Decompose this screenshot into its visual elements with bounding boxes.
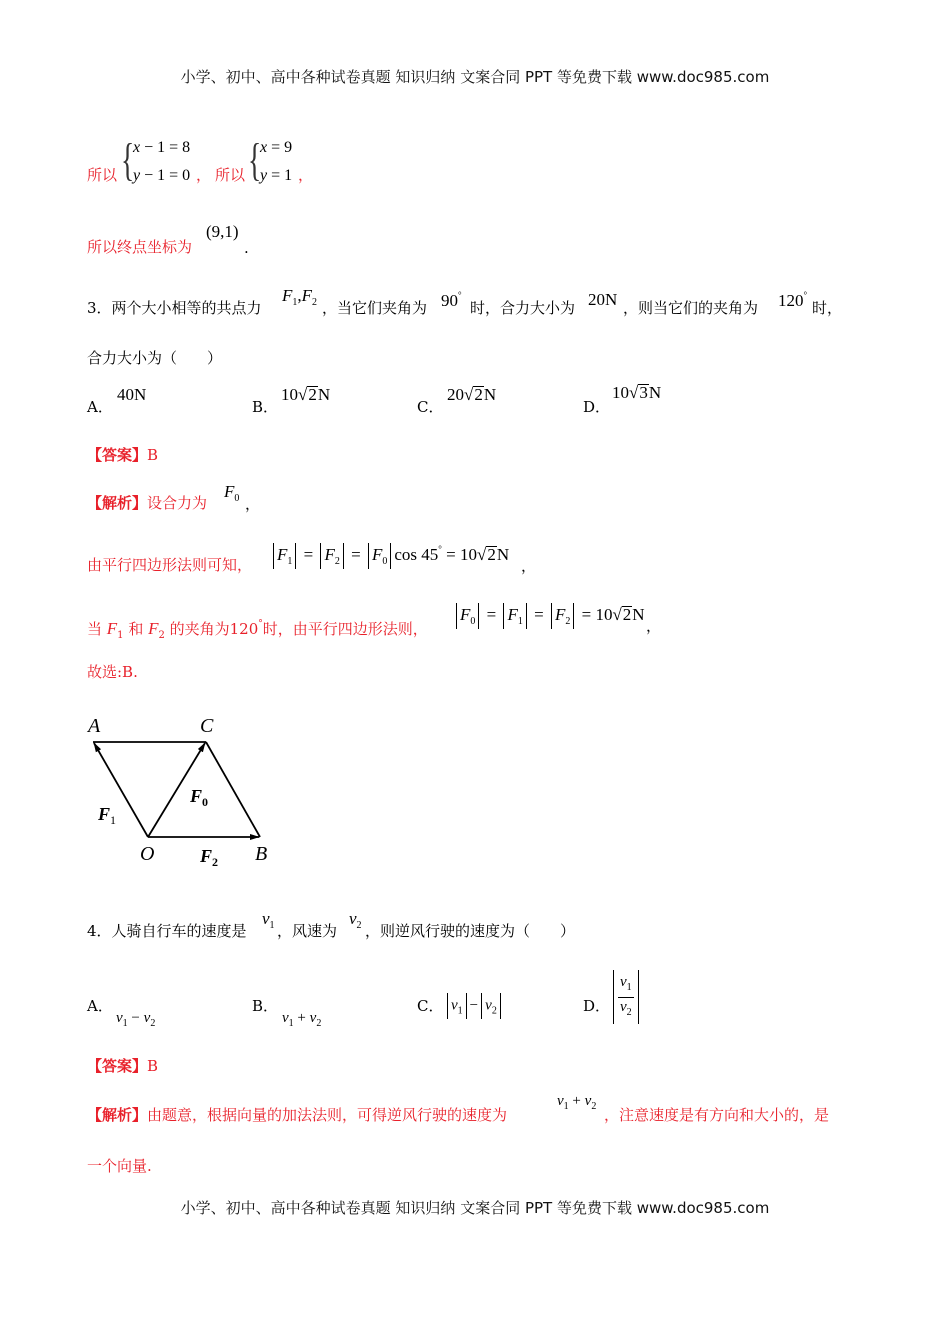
q3-force-value: 20N bbox=[588, 290, 618, 309]
q4-option-c-label: C． bbox=[417, 997, 444, 1015]
q4-option-b-value: $v_1 + v_2$ bbox=[282, 1010, 322, 1029]
comma-1: ， bbox=[196, 166, 212, 184]
answer-tag: 【答案】 bbox=[87, 446, 148, 464]
point-c-label: C bbox=[200, 715, 214, 737]
q3-conclusion: 故选:B. bbox=[87, 663, 138, 681]
point-b-label: B bbox=[255, 843, 268, 865]
q3-analysis-line3-math: $F_0 = F_1 = F_2 = 10√2N$ bbox=[453, 603, 645, 629]
q4-analysis-text1: 【解析】由题意，根据向量的加法法则，可得逆风行驶的速度为 bbox=[87, 1106, 508, 1124]
endpoint-period: . bbox=[244, 239, 249, 257]
q3-stem-line2: 合力大小为（ ） bbox=[87, 349, 223, 367]
point-a-label: A bbox=[88, 715, 101, 737]
analysis-tag: 【解析】 bbox=[87, 494, 148, 512]
q3-analysis-line3-text: 当 $F_1$ 和 $F_2$ 的夹角为120°时，由平行四边形法则， bbox=[87, 619, 428, 641]
equation-system-1: x − 1 = 8 y − 1 = 0 bbox=[133, 139, 191, 184]
q4-option-d-value: $\frac{v_1}{v_2}$ bbox=[613, 970, 639, 1024]
q4-stem-text2: ，风速为 bbox=[277, 922, 338, 940]
q4-answer bbox=[87, 1056, 158, 1076]
q4-stem-text1: 4．人骑自行车的速度是 bbox=[87, 922, 247, 940]
q4-option-d-label: D． bbox=[583, 997, 611, 1015]
answer-tag: 【答案】 bbox=[87, 1057, 148, 1075]
q4-v2: $v_2$ bbox=[349, 909, 362, 931]
q3-option-c-value: 20√2N bbox=[447, 385, 497, 404]
q3-option-a-label: A． bbox=[87, 398, 113, 416]
answer-value: B bbox=[147, 446, 159, 464]
equation-system-2: x = 9 y = 1 bbox=[260, 139, 293, 184]
q4-option-a-label: A． bbox=[87, 997, 113, 1015]
q4-v1: $v_1$ bbox=[262, 909, 275, 931]
so-label-2: 所以 bbox=[215, 166, 246, 184]
answer-value: B bbox=[147, 1057, 159, 1075]
q3-text2: ，当它们夹角为 bbox=[322, 299, 428, 317]
q3-text4: ，则当它们的夹角为 bbox=[623, 299, 759, 317]
q4-option-a-value: $v_1 - v_2$ bbox=[116, 1010, 156, 1029]
q4-option-c-value: $v_1 - v_2$ bbox=[444, 993, 504, 1019]
comma-2: ， bbox=[298, 166, 314, 184]
q3-option-d-label: D． bbox=[583, 398, 611, 416]
q3-analysis-line1: 【解析】设合力为 bbox=[87, 494, 208, 512]
q4-analysis-math: $v_1 + v_2$ bbox=[557, 1093, 597, 1112]
q3-forces: $F_1,F_2$ bbox=[282, 286, 318, 308]
q3-option-a-value: 40N bbox=[117, 385, 147, 404]
q3-answer bbox=[87, 445, 158, 465]
endpoint-value: (9,1) bbox=[206, 222, 239, 241]
so-label-1: 所以 bbox=[87, 166, 118, 184]
q3-analysis-line2-text: 由平行四边形法则可知， bbox=[87, 556, 253, 574]
q3-stem-line1: 3．两个大小相等的共点力 bbox=[87, 299, 262, 317]
q3-analysis-line1-end: ， bbox=[245, 495, 261, 513]
footer-banner: 小学、初中、高中各种试卷真题 知识归纳 文案合同 PPT 等免费下载 www.doc985.com bbox=[180, 1199, 770, 1217]
brace-1: { bbox=[121, 134, 135, 185]
header-banner: 小学、初中、高中各种试卷真题 知识归纳 文案合同 PPT 等免费下载 www.doc985.com bbox=[180, 68, 770, 86]
q3-analysis-line3-end: ， bbox=[646, 617, 662, 635]
q4-analysis-text3: 一个向量. bbox=[87, 1157, 152, 1175]
q3-option-d-value: 10√3N bbox=[612, 383, 662, 402]
q3-option-c-label: C． bbox=[417, 398, 444, 416]
q4-number: 4． bbox=[87, 922, 112, 940]
force-f2-label: $F_2$ bbox=[200, 846, 219, 869]
q3-f0-var: $F_0$ bbox=[224, 482, 240, 504]
q3-angle1: 90° bbox=[441, 290, 462, 310]
analysis-tag: 【解析】 bbox=[87, 1106, 148, 1124]
q3-analysis-line2-math: $F_1 = F_2 = F_0$ cos 45° = 10√2N bbox=[270, 543, 509, 569]
q3-number: 3． bbox=[87, 299, 112, 317]
q4-stem-text3: ，则逆风行驶的速度为（ ） bbox=[365, 922, 576, 940]
parallelogram-diagram bbox=[82, 710, 282, 885]
q3-text5: 时， bbox=[812, 299, 843, 317]
q3-option-b-label: B． bbox=[252, 398, 279, 416]
q3-option-b-value: 10√2N bbox=[281, 385, 331, 404]
point-o-label: O bbox=[140, 843, 155, 865]
q3-angle2: 120° bbox=[778, 290, 808, 310]
q4-analysis-text2: ，注意速度是有方向和大小的，是 bbox=[604, 1106, 830, 1124]
brace-2: { bbox=[248, 134, 262, 185]
force-f1-label: $F_1$ bbox=[98, 804, 117, 827]
endpoint-text: 所以终点坐标为 bbox=[87, 238, 193, 256]
force-f0-label: $F_0$ bbox=[190, 786, 209, 809]
q3-analysis-line2-end: ， bbox=[521, 557, 537, 575]
q4-option-b-label: B． bbox=[252, 997, 279, 1015]
q3-text3: 时，合力大小为 bbox=[470, 299, 576, 317]
